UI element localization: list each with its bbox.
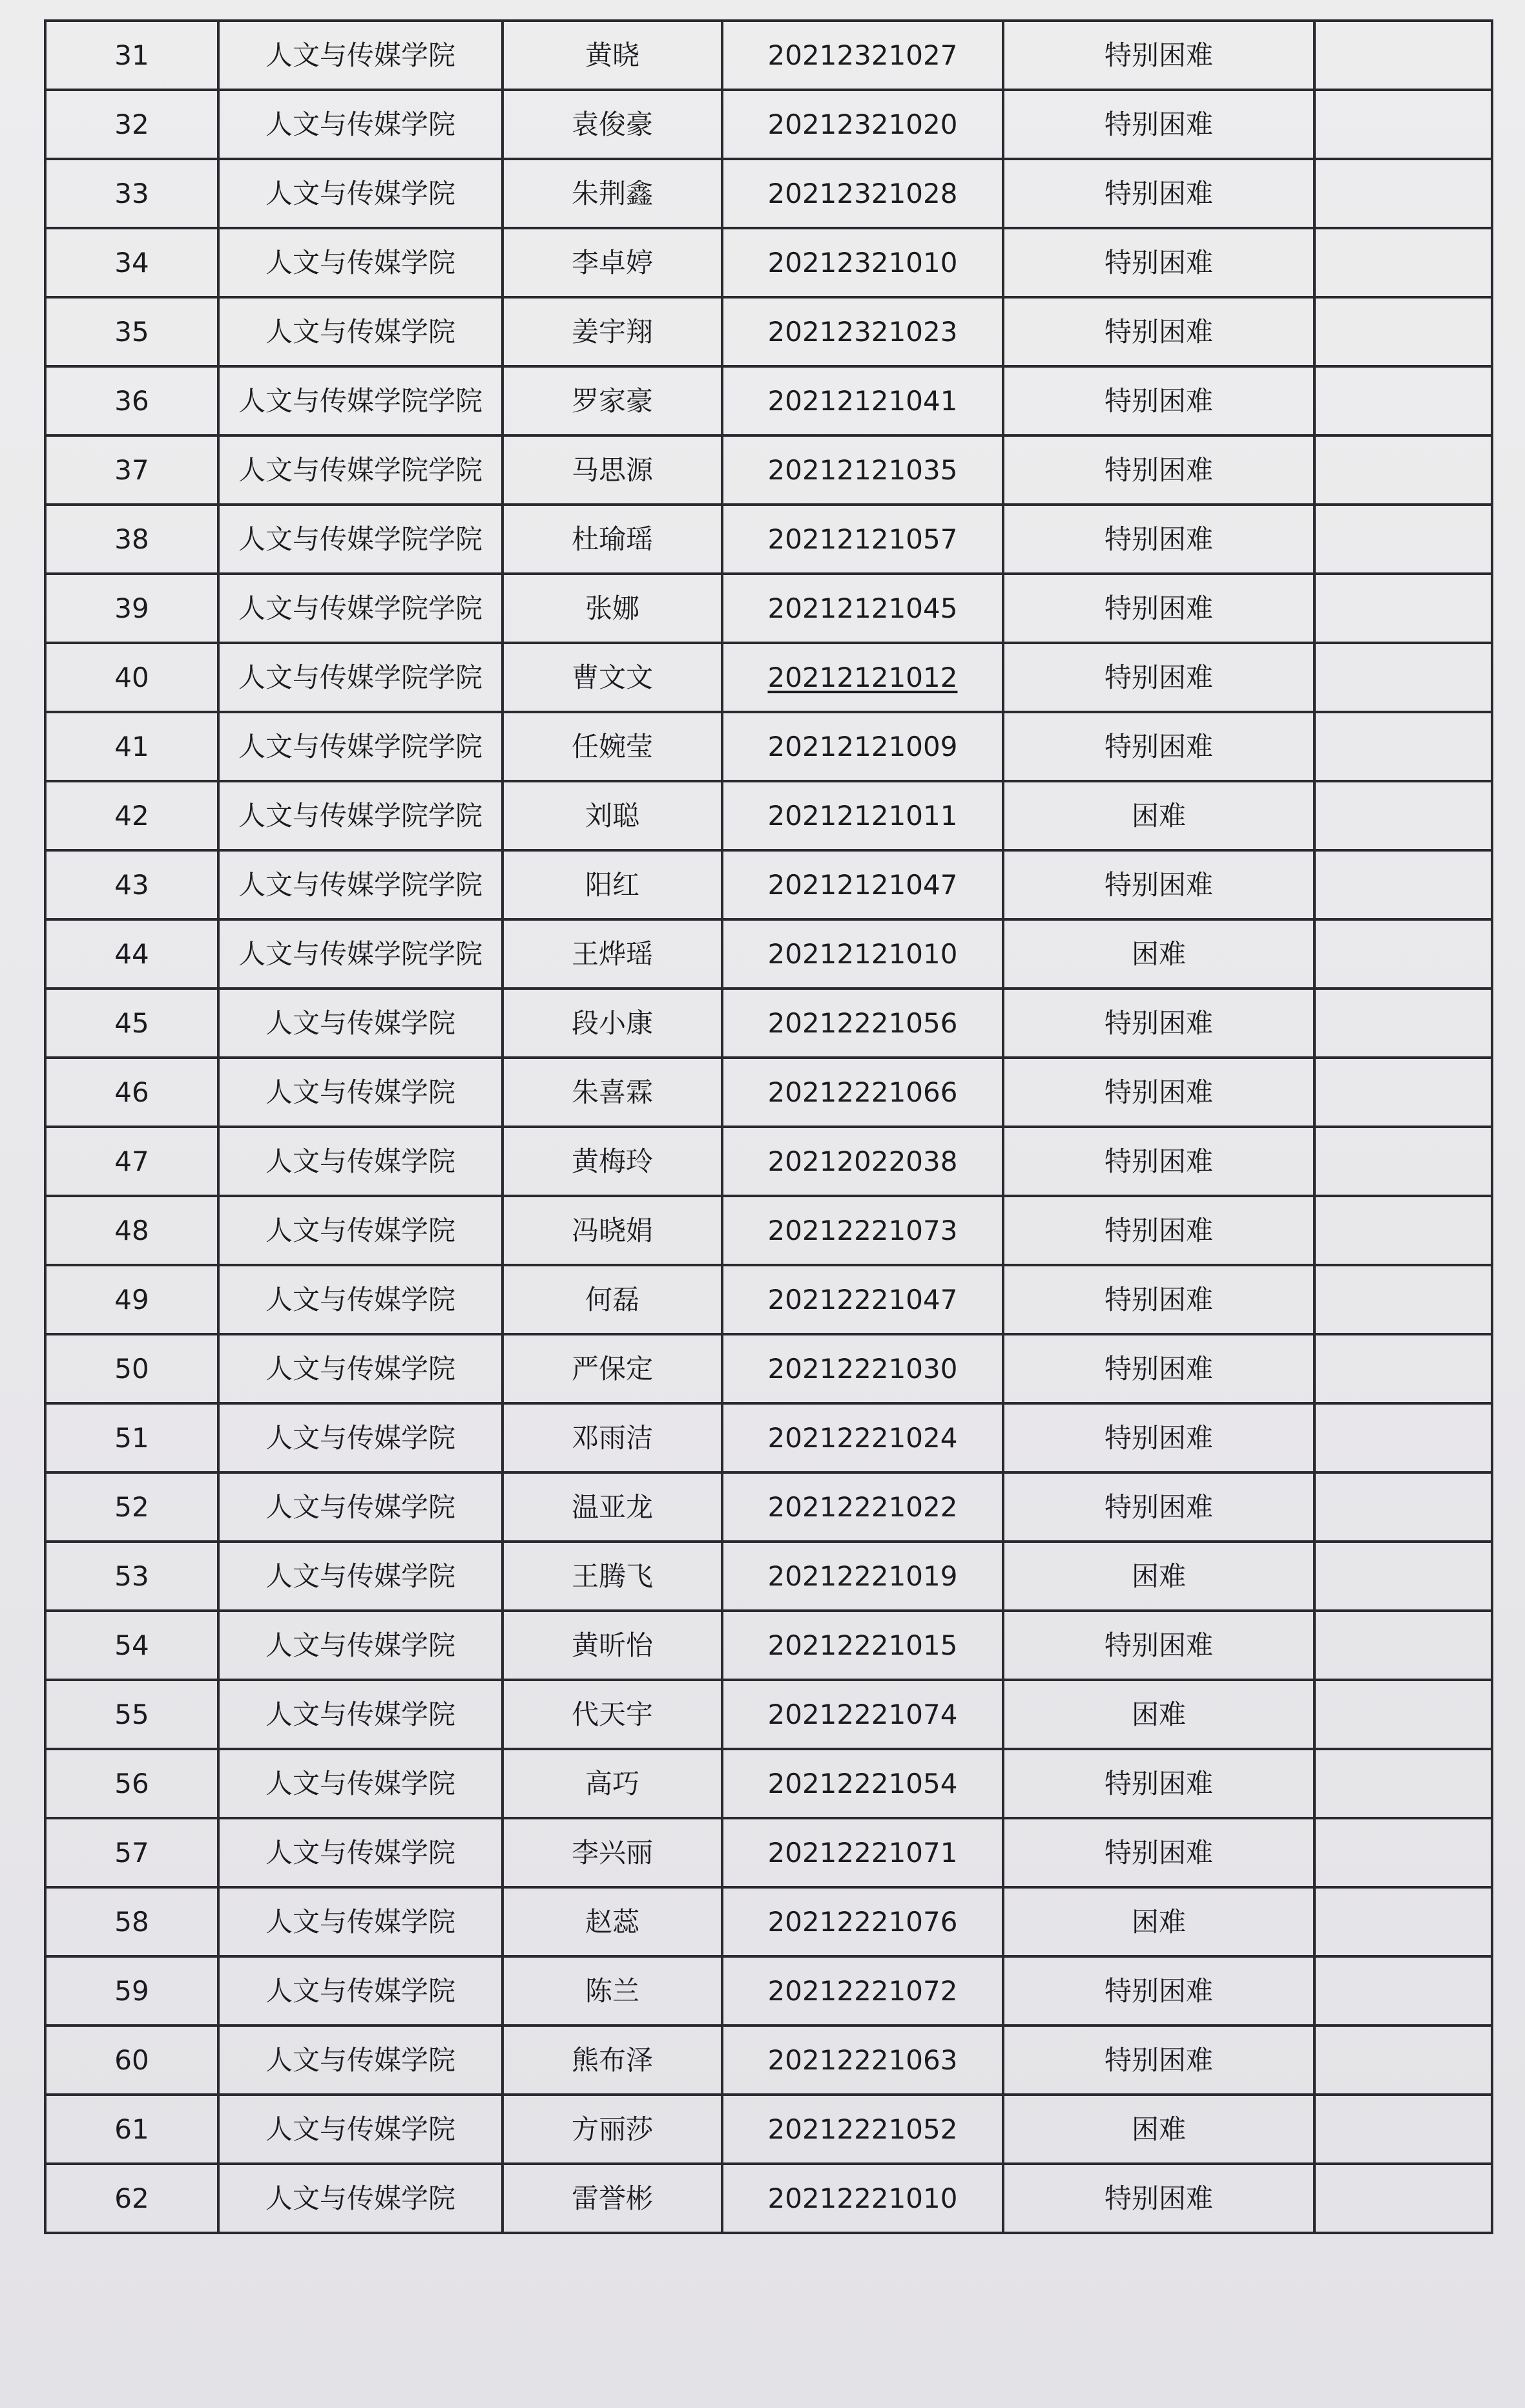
difficulty-level-cell: 特别困难 (1003, 505, 1314, 574)
row-number-cell: 41 (45, 712, 218, 781)
table-row (45, 712, 1492, 781)
remark-cell (1314, 90, 1492, 159)
table-row (45, 919, 1492, 989)
difficulty-level-cell: 特别困难 (1003, 228, 1314, 297)
table-row (45, 850, 1492, 919)
student-id-cell (722, 1542, 1003, 1611)
difficulty-level-cell: 特别困难 (1003, 21, 1314, 90)
college-cell: 人文与传媒学院学院 (218, 574, 503, 643)
table-row (45, 1749, 1492, 1818)
student-name-cell: 曹文文 (503, 643, 722, 712)
student-id-cell (722, 781, 1003, 850)
student-id-cell (722, 435, 1003, 505)
remark-cell (1314, 297, 1492, 366)
student-name-cell: 袁俊豪 (503, 90, 722, 159)
difficulty-level-cell: 特别困难 (1003, 989, 1314, 1058)
student-name-cell: 严保定 (503, 1334, 722, 1403)
student-id-text: 20212121010 (767, 937, 958, 970)
table-row (45, 228, 1492, 297)
difficulty-level-cell: 特别困难 (1003, 297, 1314, 366)
student-name-cell: 何磊 (503, 1265, 722, 1334)
table-row (45, 1127, 1492, 1196)
student-id-text: 20212221010 (767, 2182, 958, 2214)
difficulty-level-cell: 困难 (1003, 1887, 1314, 1956)
student-id-cell (722, 1749, 1003, 1818)
student-id-text: 20212121011 (767, 799, 958, 832)
remark-cell (1314, 2164, 1492, 2233)
student-id-text: 20212321010 (767, 246, 958, 278)
difficulty-level-cell: 特别困难 (1003, 1058, 1314, 1127)
table-row (45, 297, 1492, 366)
student-id-cell (722, 228, 1003, 297)
difficulty-level-cell: 特别困难 (1003, 1818, 1314, 1887)
difficulty-level-cell: 特别困难 (1003, 574, 1314, 643)
row-number-cell: 59 (45, 1956, 218, 2026)
student-name-cell: 黄梅玲 (503, 1127, 722, 1196)
difficulty-level-cell: 困难 (1003, 2095, 1314, 2164)
student-name-cell: 刘聪 (503, 781, 722, 850)
college-cell: 人文与传媒学院 (218, 228, 503, 297)
student-name-cell: 冯晓娟 (503, 1196, 722, 1265)
student-id-text: 20212221073 (767, 1214, 958, 1246)
difficulty-level-cell: 困难 (1003, 781, 1314, 850)
college-cell: 人文与传媒学院 (218, 1818, 503, 1887)
student-id-text: 20212221019 (767, 1560, 958, 1592)
remark-cell (1314, 1611, 1492, 1680)
difficulty-level-cell: 特别困难 (1003, 366, 1314, 435)
table-row (45, 1265, 1492, 1334)
row-number-cell: 60 (45, 2026, 218, 2095)
college-cell: 人文与传媒学院 (218, 1334, 503, 1403)
student-name-cell: 温亚龙 (503, 1472, 722, 1542)
student-name-cell: 朱喜霖 (503, 1058, 722, 1127)
college-cell: 人文与传媒学院 (218, 1956, 503, 2026)
remark-cell (1314, 850, 1492, 919)
college-cell: 人文与传媒学院 (218, 2026, 503, 2095)
student-name-cell: 陈兰 (503, 1956, 722, 2026)
remark-cell (1314, 1127, 1492, 1196)
student-name-cell: 赵蕊 (503, 1887, 722, 1956)
remark-cell (1314, 1265, 1492, 1334)
remark-cell (1314, 159, 1492, 228)
student-id-text: 20212221076 (767, 1905, 958, 1938)
student-id-text: 20212221066 (767, 1076, 958, 1108)
student-id-text: 20212121045 (767, 592, 958, 624)
difficulty-level-cell: 特别困难 (1003, 1956, 1314, 2026)
row-number-cell: 43 (45, 850, 218, 919)
table-row (45, 1818, 1492, 1887)
row-number-cell: 38 (45, 505, 218, 574)
student-id-text: 20212221024 (767, 1421, 958, 1454)
row-number-cell: 31 (45, 21, 218, 90)
student-name-cell: 李兴丽 (503, 1818, 722, 1887)
row-number-cell: 62 (45, 2164, 218, 2233)
student-id-text: 20212121047 (767, 868, 958, 901)
remark-cell (1314, 1680, 1492, 1749)
college-cell: 人文与传媒学院 (218, 21, 503, 90)
student-name-cell: 王腾飞 (503, 1542, 722, 1611)
table-row (45, 21, 1492, 90)
student-id-text: 20212121012 (767, 661, 958, 693)
student-id-cell (722, 1680, 1003, 1749)
student-id-text: 20212221047 (767, 1283, 958, 1315)
row-number-cell: 32 (45, 90, 218, 159)
student-name-cell: 王烨瑶 (503, 919, 722, 989)
college-cell: 人文与传媒学院学院 (218, 366, 503, 435)
college-cell: 人文与传媒学院 (218, 1542, 503, 1611)
row-number-cell: 33 (45, 159, 218, 228)
difficulty-level-cell: 困难 (1003, 919, 1314, 989)
student-id-cell (722, 643, 1003, 712)
difficulty-level-cell: 特别困难 (1003, 159, 1314, 228)
difficulty-level-cell: 特别困难 (1003, 712, 1314, 781)
student-id-cell (722, 850, 1003, 919)
student-id-text: 20212121009 (767, 730, 958, 762)
college-cell: 人文与传媒学院 (218, 159, 503, 228)
difficulty-level-cell: 特别困难 (1003, 1403, 1314, 1472)
student-id-cell (722, 1127, 1003, 1196)
student-name-cell: 杜瑜瑶 (503, 505, 722, 574)
college-cell: 人文与传媒学院学院 (218, 919, 503, 989)
table-row (45, 1611, 1492, 1680)
remark-cell (1314, 1749, 1492, 1818)
difficulty-level-cell: 特别困难 (1003, 850, 1314, 919)
table-row (45, 2164, 1492, 2233)
table-row (45, 1334, 1492, 1403)
row-number-cell: 34 (45, 228, 218, 297)
remark-cell (1314, 1956, 1492, 2026)
row-number-cell: 37 (45, 435, 218, 505)
table-row (45, 1542, 1492, 1611)
student-name-cell: 马思源 (503, 435, 722, 505)
college-cell: 人文与传媒学院 (218, 1680, 503, 1749)
row-number-cell: 39 (45, 574, 218, 643)
student-name-cell: 段小康 (503, 989, 722, 1058)
difficulty-level-cell: 困难 (1003, 1542, 1314, 1611)
student-id-text: 20212221030 (767, 1352, 958, 1385)
row-number-cell: 51 (45, 1403, 218, 1472)
difficulty-level-cell: 特别困难 (1003, 1127, 1314, 1196)
remark-cell (1314, 1887, 1492, 1956)
college-cell: 人文与传媒学院 (218, 2164, 503, 2233)
row-number-cell: 36 (45, 366, 218, 435)
student-id-cell (722, 1334, 1003, 1403)
row-number-cell: 45 (45, 989, 218, 1058)
student-id-cell (722, 1818, 1003, 1887)
table-row (45, 1403, 1492, 1472)
college-cell: 人文与传媒学院学院 (218, 781, 503, 850)
remark-cell (1314, 712, 1492, 781)
student-id-text: 20212321027 (767, 39, 958, 71)
row-number-cell: 53 (45, 1542, 218, 1611)
college-cell: 人文与传媒学院 (218, 1058, 503, 1127)
student-id-cell (722, 2095, 1003, 2164)
remark-cell (1314, 1058, 1492, 1127)
student-id-cell (722, 1472, 1003, 1542)
row-number-cell: 58 (45, 1887, 218, 1956)
student-name-cell: 张娜 (503, 574, 722, 643)
row-number-cell: 57 (45, 1818, 218, 1887)
remark-cell (1314, 2026, 1492, 2095)
student-id-text: 20212221056 (767, 1007, 958, 1039)
row-number-cell: 56 (45, 1749, 218, 1818)
student-name-cell: 罗家豪 (503, 366, 722, 435)
college-cell: 人文与传媒学院 (218, 1127, 503, 1196)
college-cell: 人文与传媒学院 (218, 1611, 503, 1680)
student-id-text: 20212221072 (767, 1974, 958, 2007)
table-row (45, 1058, 1492, 1127)
student-name-cell: 任婉莹 (503, 712, 722, 781)
difficulty-level-cell: 特别困难 (1003, 1334, 1314, 1403)
student-id-cell (722, 1196, 1003, 1265)
student-name-cell: 阳红 (503, 850, 722, 919)
table-row (45, 435, 1492, 505)
remark-cell (1314, 228, 1492, 297)
college-cell: 人文与传媒学院学院 (218, 643, 503, 712)
table-row (45, 2095, 1492, 2164)
row-number-cell: 49 (45, 1265, 218, 1334)
row-number-cell: 47 (45, 1127, 218, 1196)
student-name-cell: 熊布泽 (503, 2026, 722, 2095)
student-name-cell: 黄昕怡 (503, 1611, 722, 1680)
college-cell: 人文与传媒学院 (218, 1749, 503, 1818)
remark-cell (1314, 1472, 1492, 1542)
table-row (45, 1472, 1492, 1542)
table-row (45, 989, 1492, 1058)
college-cell: 人文与传媒学院学院 (218, 505, 503, 574)
college-cell: 人文与传媒学院 (218, 1887, 503, 1956)
college-cell: 人文与传媒学院 (218, 1196, 503, 1265)
student-name-cell: 姜宇翔 (503, 297, 722, 366)
remark-cell (1314, 366, 1492, 435)
table-row (45, 1887, 1492, 1956)
remark-cell (1314, 2095, 1492, 2164)
student-id-cell (722, 159, 1003, 228)
student-id-cell (722, 1956, 1003, 2026)
remark-cell (1314, 1542, 1492, 1611)
difficulty-level-cell: 特别困难 (1003, 1265, 1314, 1334)
student-id-cell (722, 989, 1003, 1058)
remark-cell (1314, 435, 1492, 505)
student-id-text: 20212221054 (767, 1767, 958, 1799)
table-row (45, 1680, 1492, 1749)
row-number-cell: 48 (45, 1196, 218, 1265)
row-number-cell: 61 (45, 2095, 218, 2164)
student-id-text: 20212221052 (767, 2113, 958, 2145)
college-cell: 人文与传媒学院学院 (218, 435, 503, 505)
difficulty-level-cell: 特别困难 (1003, 1611, 1314, 1680)
student-id-cell (722, 1403, 1003, 1472)
student-name-cell: 李卓婷 (503, 228, 722, 297)
remark-cell (1314, 1818, 1492, 1887)
student-name-cell: 方丽莎 (503, 2095, 722, 2164)
college-cell: 人文与传媒学院 (218, 989, 503, 1058)
difficulty-level-cell: 特别困难 (1003, 2026, 1314, 2095)
student-id-cell (722, 1058, 1003, 1127)
student-id-cell (722, 2026, 1003, 2095)
remark-cell (1314, 919, 1492, 989)
student-id-text: 20212321023 (767, 315, 958, 348)
difficulty-level-cell: 困难 (1003, 1680, 1314, 1749)
difficulty-level-cell: 特别困难 (1003, 1196, 1314, 1265)
row-number-cell: 54 (45, 1611, 218, 1680)
college-cell: 人文与传媒学院 (218, 1472, 503, 1542)
row-number-cell: 35 (45, 297, 218, 366)
difficulty-level-cell: 特别困难 (1003, 1472, 1314, 1542)
remark-cell (1314, 1403, 1492, 1472)
college-cell: 人文与传媒学院 (218, 2095, 503, 2164)
difficulty-level-cell: 特别困难 (1003, 90, 1314, 159)
student-id-cell (722, 1265, 1003, 1334)
student-id-cell (722, 2164, 1003, 2233)
college-cell: 人文与传媒学院学院 (218, 712, 503, 781)
student-id-text: 20212221022 (767, 1491, 958, 1523)
row-number-cell: 46 (45, 1058, 218, 1127)
student-id-text: 20212121041 (767, 384, 958, 417)
remark-cell (1314, 1196, 1492, 1265)
remark-cell (1314, 989, 1492, 1058)
student-id-text: 20212221063 (767, 2044, 958, 2076)
student-id-cell (722, 297, 1003, 366)
table-body (45, 21, 1492, 2233)
student-id-text: 20212022038 (767, 1145, 958, 1177)
student-id-cell (722, 1887, 1003, 1956)
student-id-text: 20212321020 (767, 108, 958, 140)
row-number-cell: 55 (45, 1680, 218, 1749)
student-id-text: 20212321028 (767, 177, 958, 209)
student-id-cell (722, 919, 1003, 989)
difficulty-level-cell: 特别困难 (1003, 435, 1314, 505)
table-row (45, 781, 1492, 850)
student-name-cell: 雷誉彬 (503, 2164, 722, 2233)
remark-cell (1314, 505, 1492, 574)
student-list-table (44, 19, 1493, 2234)
student-id-cell (722, 90, 1003, 159)
table-row (45, 366, 1492, 435)
student-id-text: 20212221071 (767, 1836, 958, 1869)
college-cell: 人文与传媒学院 (218, 90, 503, 159)
row-number-cell: 42 (45, 781, 218, 850)
row-number-cell: 52 (45, 1472, 218, 1542)
student-id-cell (722, 712, 1003, 781)
student-id-cell (722, 21, 1003, 90)
student-id-cell (722, 505, 1003, 574)
row-number-cell: 40 (45, 643, 218, 712)
student-id-text: 20212121057 (767, 523, 958, 555)
student-id-cell (722, 1611, 1003, 1680)
difficulty-level-cell: 特别困难 (1003, 2164, 1314, 2233)
student-id-text: 20212121035 (767, 454, 958, 486)
table-row (45, 2026, 1492, 2095)
table-row (45, 90, 1492, 159)
remark-cell (1314, 781, 1492, 850)
remark-cell (1314, 21, 1492, 90)
college-cell: 人文与传媒学院 (218, 1265, 503, 1334)
college-cell: 人文与传媒学院 (218, 297, 503, 366)
remark-cell (1314, 574, 1492, 643)
student-name-cell: 代天宇 (503, 1680, 722, 1749)
student-name-cell: 黄晓 (503, 21, 722, 90)
college-cell: 人文与传媒学院 (218, 1403, 503, 1472)
table-row (45, 1956, 1492, 2026)
row-number-cell: 44 (45, 919, 218, 989)
table-row (45, 1196, 1492, 1265)
table-row (45, 159, 1492, 228)
college-cell: 人文与传媒学院学院 (218, 850, 503, 919)
student-id-cell (722, 366, 1003, 435)
table-row (45, 505, 1492, 574)
student-name-cell: 邓雨洁 (503, 1403, 722, 1472)
difficulty-level-cell: 特别困难 (1003, 643, 1314, 712)
table-row (45, 643, 1492, 712)
row-number-cell: 50 (45, 1334, 218, 1403)
student-id-text: 20212221074 (767, 1698, 958, 1730)
student-name-cell: 高巧 (503, 1749, 722, 1818)
student-id-cell (722, 574, 1003, 643)
student-name-cell: 朱荆鑫 (503, 159, 722, 228)
student-id-text: 20212221015 (767, 1629, 958, 1661)
difficulty-level-cell: 特别困难 (1003, 1749, 1314, 1818)
table-row (45, 574, 1492, 643)
remark-cell (1314, 1334, 1492, 1403)
remark-cell (1314, 643, 1492, 712)
